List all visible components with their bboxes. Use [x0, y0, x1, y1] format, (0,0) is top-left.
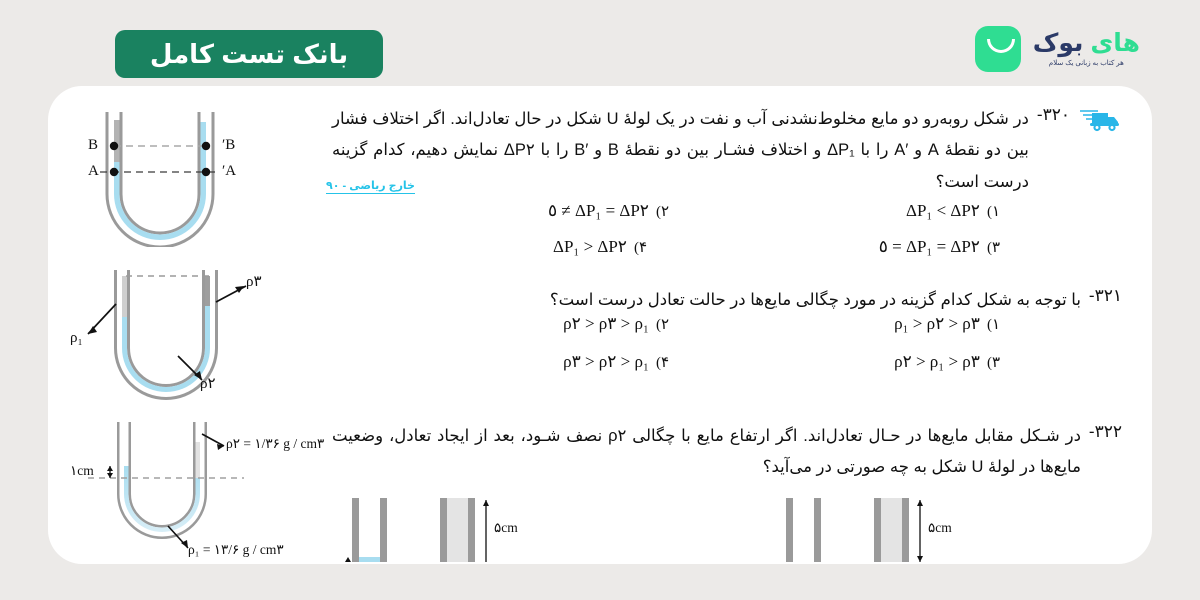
option-320-2-body: ΔP₁ = ΔP۲ ≠ ٥	[548, 201, 649, 220]
question-321-head	[332, 285, 1122, 316]
smile-icon	[975, 26, 1021, 72]
figure-320-label-b: B	[88, 137, 99, 153]
option-321-1-number: ۱)	[986, 317, 1000, 333]
question-320-head	[332, 104, 1122, 198]
question-320-text: در شکل روبه‌رو دو مایع مخلوط‌نشدنی آب و نفت در یک لولهٔ U شکل در حال تعادل‌اند. اگر اختلاف فشار بین دو نقطهٔ A و ′A را با ΔP₁ و اختلاف فشـار بین دو نقطهٔ B و ′B را با ΔP۲ نمایش دهیم، کدام گزینه درست است؟	[332, 110, 1029, 191]
brand-wordmark	[1033, 31, 1140, 67]
option-321-1[interactable]	[677, 314, 1092, 334]
figure-320	[76, 102, 266, 247]
option-321-2-body: ρ۲ > ρ۳ > ρ₁	[563, 314, 649, 333]
question-322-number: ۳۲۲-	[1088, 422, 1122, 441]
option-320-4-body: ΔP₁ > ΔP۲	[553, 237, 627, 256]
figure-321-label-rho2: ρ۲	[200, 376, 216, 392]
figure-321-label-rho1: ρ₁	[70, 330, 83, 346]
figure-320-label-a-prime: A′	[222, 163, 237, 179]
brand-name-start: های	[1090, 29, 1140, 57]
answer-figure-right	[778, 498, 978, 564]
figure-321	[70, 262, 270, 402]
answer-figure-left	[344, 498, 544, 564]
brand-logo	[975, 26, 1140, 72]
option-320-4[interactable]	[262, 237, 677, 257]
truck-icon	[1078, 106, 1122, 132]
question-321	[332, 285, 1122, 316]
option-321-2[interactable]	[262, 314, 677, 334]
option-321-4[interactable]	[262, 352, 677, 372]
brand-name-end: بوک	[1032, 29, 1084, 57]
option-321-3-number: ۳)	[986, 355, 1000, 371]
option-320-3[interactable]	[677, 237, 1092, 257]
section-banner	[115, 30, 383, 78]
figure-322	[70, 416, 376, 564]
figure-322-rho1-value: ρ₁ = ۱۳/۶ g / cm۳	[188, 542, 284, 557]
option-320-3-body: ΔP₁ = ΔP۲ = ٥	[878, 237, 980, 256]
option-321-3-body: ρ۲ > ρ₁ > ρ۳	[894, 352, 980, 371]
option-320-4-number: ۴)	[633, 240, 647, 256]
option-320-3-number: ۳)	[986, 240, 1000, 256]
option-321-4-body: ρ۳ > ρ۲ > ρ₁	[563, 352, 649, 371]
option-320-1-number: ۱)	[986, 204, 1000, 220]
option-320-2[interactable]	[262, 201, 677, 221]
content-card	[48, 86, 1152, 564]
answer-figure-right-label: ۵cm	[928, 520, 952, 535]
brand-name	[1033, 31, 1140, 56]
question-322	[332, 421, 1122, 484]
figure-322-rho2-value: ρ۲ = ۱/۳۶ g / cm۳	[226, 436, 325, 451]
question-321-options	[262, 314, 1092, 372]
question-322-head	[332, 421, 1122, 484]
figure-321-label-rho3: ρ۳	[246, 274, 262, 290]
question-322-text: در شـکل مقابل مایع‌ها در حـال تعادل‌اند. اگر ارتفاع مایع با چگالی ρ۲ نصف شـود، بعد از ایجاد تعادل، وضعیت مایع‌ها در لولهٔ U شکل به چه صورتی در می‌آید؟	[332, 427, 1081, 477]
question-320-number: ۳۲۰-	[1036, 105, 1070, 124]
question-321-number: ۳۲۱-	[1088, 286, 1122, 305]
option-320-1[interactable]	[677, 201, 1092, 221]
figure-320-label-b-prime: B′	[222, 137, 236, 153]
brand-tagline: هر کتاب به زبانی یک سلام	[1048, 60, 1124, 67]
answer-figure-left-label: ۵cm	[494, 520, 518, 535]
question-321-text: با توجه به شکل کدام گزینه در مورد چگالی مایع‌ها در حالت تعادل درست است؟	[549, 291, 1081, 309]
banner-title: بانک تست کامل	[149, 38, 349, 69]
option-321-4-number: ۴)	[655, 355, 669, 371]
option-321-2-number: ۲)	[655, 317, 669, 333]
figure-320-label-a: A	[88, 163, 99, 179]
option-320-2-number: ۲)	[655, 204, 669, 220]
figure-322-height-label: ۱cm	[70, 463, 94, 478]
question-320	[332, 104, 1122, 198]
option-321-1-body: ρ₁ > ρ۲ > ρ۳	[894, 314, 980, 333]
question-320-options	[262, 201, 1092, 257]
question-320-source: خارج ریاضی - ۹۰	[326, 180, 415, 192]
option-321-3[interactable]	[677, 352, 1092, 372]
option-320-1-body: ΔP₁ < ΔP۲	[906, 201, 980, 220]
